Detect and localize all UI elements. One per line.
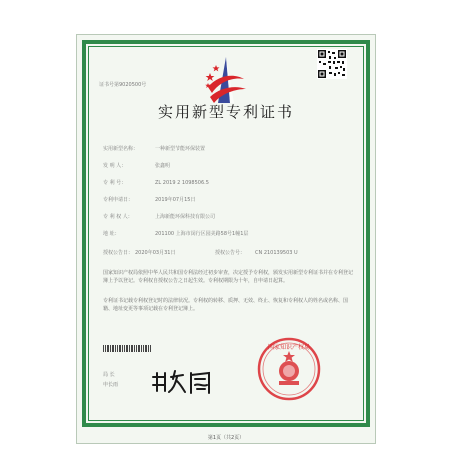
field-value-inventor: 张鑫明	[155, 163, 171, 169]
field-label-name: 实用新型名称：	[103, 146, 139, 152]
field-label-grant-number: 授权公告号：	[215, 250, 246, 256]
field-value-filing-date: 2019年07月15日	[155, 197, 196, 203]
authority-name: 申长雨	[103, 382, 119, 388]
notice-paragraph-2: 专利证书记载专利权登记时的法律状况。专利权的转移、质押、无效、终止、恢复和专利权人的姓名或名称、国籍、地址变更等事项记载在专利登记簿上。	[103, 298, 349, 312]
page-number: 第1页（共2页）	[207, 435, 245, 441]
field-label-inventor: 发 明 人：	[103, 163, 127, 169]
field-label-filing-date: 专利申请日：	[103, 197, 134, 203]
authority-title: 局 长	[103, 372, 115, 378]
field-label-patent-number: 专 利 号：	[103, 180, 127, 186]
certificate-number: 证书号第9020500号	[99, 82, 147, 88]
signature-icon	[151, 365, 221, 395]
field-value-patentee: 上海新能环保科技有限公司	[155, 214, 216, 220]
field-value-grant-number: CN 210139503 U	[255, 250, 298, 256]
field-value-grant-date: 2020年03月31日	[135, 250, 176, 256]
notice-paragraph-1: 国家知识产权局依照中华人民共和国专利法经过初步审查，决定授予专利权，颁发实用新型专利证书并在专利登记簿上予以登记。专利权自授权公告之日起生效。专利权期限为十年，自申请日起算。	[103, 270, 354, 284]
certificate-title: 实用新型专利证书	[157, 103, 294, 121]
field-value-address: 201100 上海市闵行区园美路58号1幢1层	[155, 231, 249, 237]
official-seal-icon	[257, 337, 321, 401]
seal-text: 国家知识产权局	[267, 344, 311, 351]
field-value-name: 一种新型节能环保装置	[155, 146, 206, 152]
field-label-address: 地 址：	[103, 231, 120, 237]
qr-code-icon	[317, 49, 347, 79]
field-label-patentee: 专 利 权 人：	[103, 214, 133, 220]
field-value-patent-number: ZL 2019 2 1098506.5	[155, 180, 209, 186]
patent-certificate	[76, 34, 376, 444]
barcode-icon	[103, 345, 151, 352]
field-label-grant-date: 授权公告日：	[103, 250, 134, 256]
